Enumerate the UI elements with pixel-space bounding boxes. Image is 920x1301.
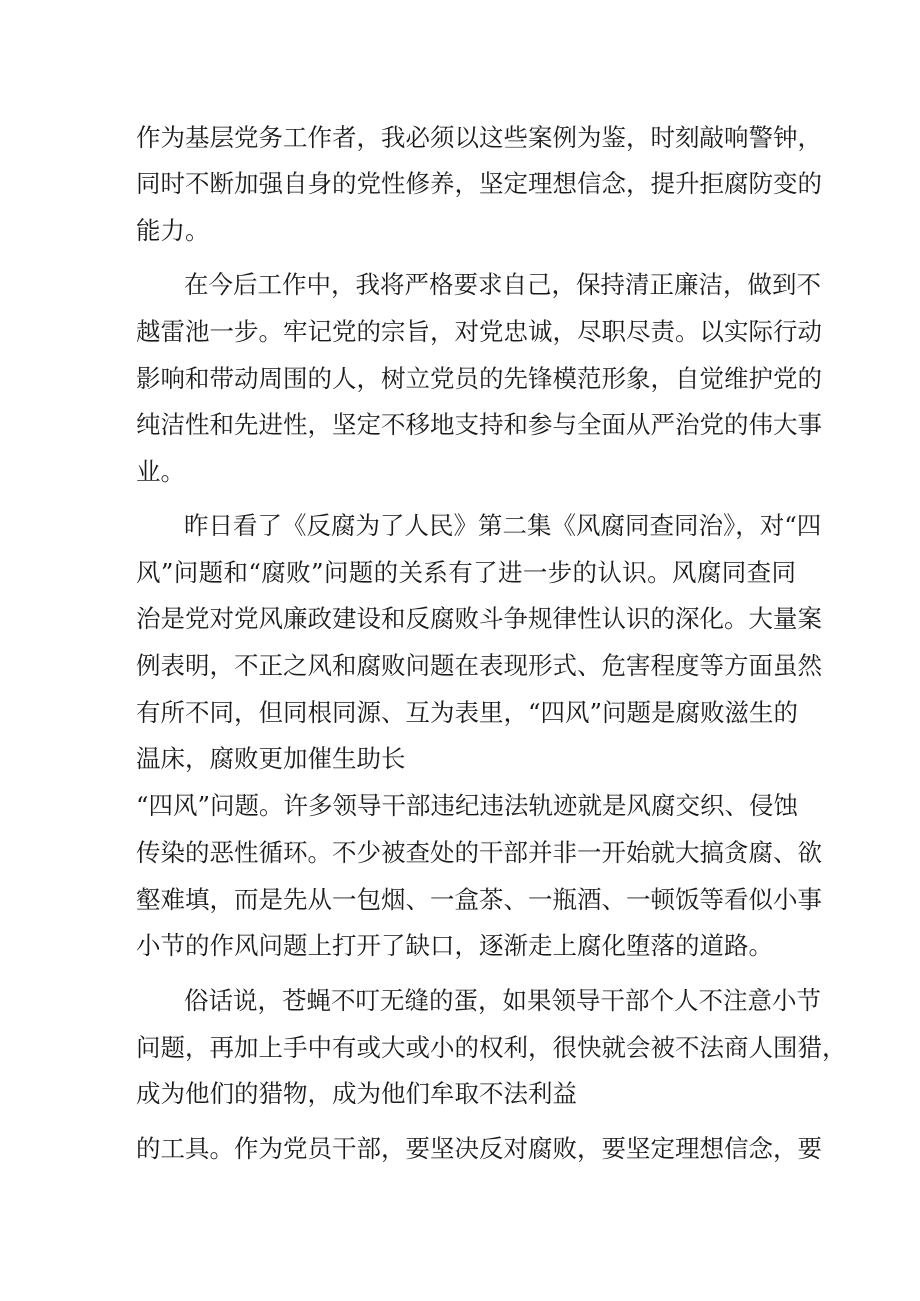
text-line: 的工具。作为党员干部，要坚决反对腐败，要坚定理想信念，要 — [136, 1134, 822, 1163]
text-line: 影响和带动周围的人，树立党员的先锋模范形象，自觉维护党的 — [136, 364, 822, 393]
text-line: 问题，再加上手中有或大或小的权利，很快就会被不法商人围猎， — [136, 1033, 847, 1062]
text-line: 有所不同，但同根同源、互为表里，“四风”问题是腐败滋生的 — [136, 698, 799, 727]
text-line: 壑难填，而是先从一包烟、一盒茶、一瓶酒、一顿饭等看似小事 — [136, 885, 822, 914]
text-line: 温床，腐败更加催生助长 — [136, 744, 406, 773]
text-line: 业。 — [136, 457, 185, 486]
text-line: 治是党对党风廉政建设和反腐败斗争规律性认识的深化。大量案 — [136, 604, 822, 633]
text-line: 纯洁性和先进性，坚定不移地支持和参与全面从严治党的伟大事 — [136, 410, 822, 439]
text-line: 能力。 — [136, 216, 210, 245]
text-line: “四风”问题。许多领导干部违纪违法轨迹就是风腐交织、侵蚀 — [136, 791, 799, 820]
text-line: 传染的恶性循环。不少被查处的干部并非一开始就大搞贪腐、欲 — [136, 838, 822, 867]
text-line: 小节的作风问题上打开了缺口，逐渐走上腐化堕落的道路。 — [136, 931, 773, 960]
text-line: 越雷池一步。牢记党的宗旨，对党忠诚，尽职尽责。以实际行动 — [136, 317, 822, 346]
text-line: 同时不断加强自身的党性修养，坚定理想信念，提升拒腐防变的 — [136, 169, 822, 198]
text-line: 成为他们的猎物，成为他们牟取不法利益 — [136, 1079, 577, 1108]
paragraph-first-line: 昨日看了《反腐为了人民》第二集《风腐同查同治》，对“四 — [184, 511, 822, 540]
paragraph-first-line: 俗话说，苍蝇不叮无缝的蛋，如果领导干部个人不注意小节 — [184, 986, 821, 1015]
paragraph-first-line: 在今后工作中，我将严格要求自己，保持清正廉洁，做到不 — [184, 270, 821, 299]
text-line: 例表明，不正之风和腐败问题在表现形式、危害程度等方面虽然 — [136, 651, 822, 680]
text-line: 风”问题和“腐败”问题的关系有了进一步的认识。风腐同查同 — [136, 558, 796, 587]
text-line: 作为基层党务工作者，我必须以这些案例为鉴，时刻敲响警钟， — [136, 123, 822, 152]
